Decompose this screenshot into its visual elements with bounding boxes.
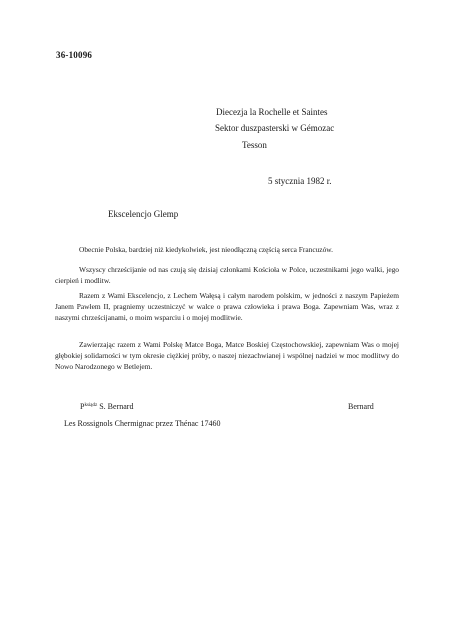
paragraph-1: Obecnie Polska, bardziej niż kiedykolwiek, jest nieodłączną częścią serca Francuzów. [79,245,333,254]
signature-right: Bernard [348,402,374,411]
paragraph-3: Razem z Wami Ekscelencjo, z Lechem Wałęsą i całym narodem polskim, w jedności z naszym Papieżem Janem Pawłem II, pragniemy uczestniczyć w walce o prawa człowieka i prawa Boga. Zapewniam Was, wraz z naszymi chrześcijanami, o moim wsparciu i o mojej modlitwie. [55,291,399,323]
document-number: 36-10096 [56,50,93,60]
sender-place: Tesson [242,140,267,150]
salutation: Ekscelencjo Glemp [108,209,179,219]
signature-address: Les Rossignols Chermignac przez Thénac 17460 [64,419,221,428]
letter-date: 5 stycznia 1982 r. [268,176,332,186]
signature-name-text: S. Bernard [99,402,134,411]
paragraph-4: Zawierzając razem z Wami Polskę Matce Boga, Matce Boskiej Częstochowskiej, zapewniam Was o mojej głębokiej solidarności w tym okresie ciężkiej próby, o naszej niezachwianej i wspólnej nadziei w moc modlitwy do Nowo Narodzonego w Betlejem. [55,340,399,372]
signature-prefix-superscript: ksiądz [84,403,98,408]
paragraph-2: Wszyscy chrześcijanie od nas czują się dzisiaj członkami Kościoła w Polce, uczestnikami jego walki, jego cierpień i modlitw. [55,265,399,286]
signature-prefix: P [80,402,85,411]
sender-diocese: Diecezja la Rochelle et Saintes [216,107,328,117]
signature-name [80,402,133,411]
sender-sector: Sektor duszpasterski w Gémozac [215,123,335,133]
